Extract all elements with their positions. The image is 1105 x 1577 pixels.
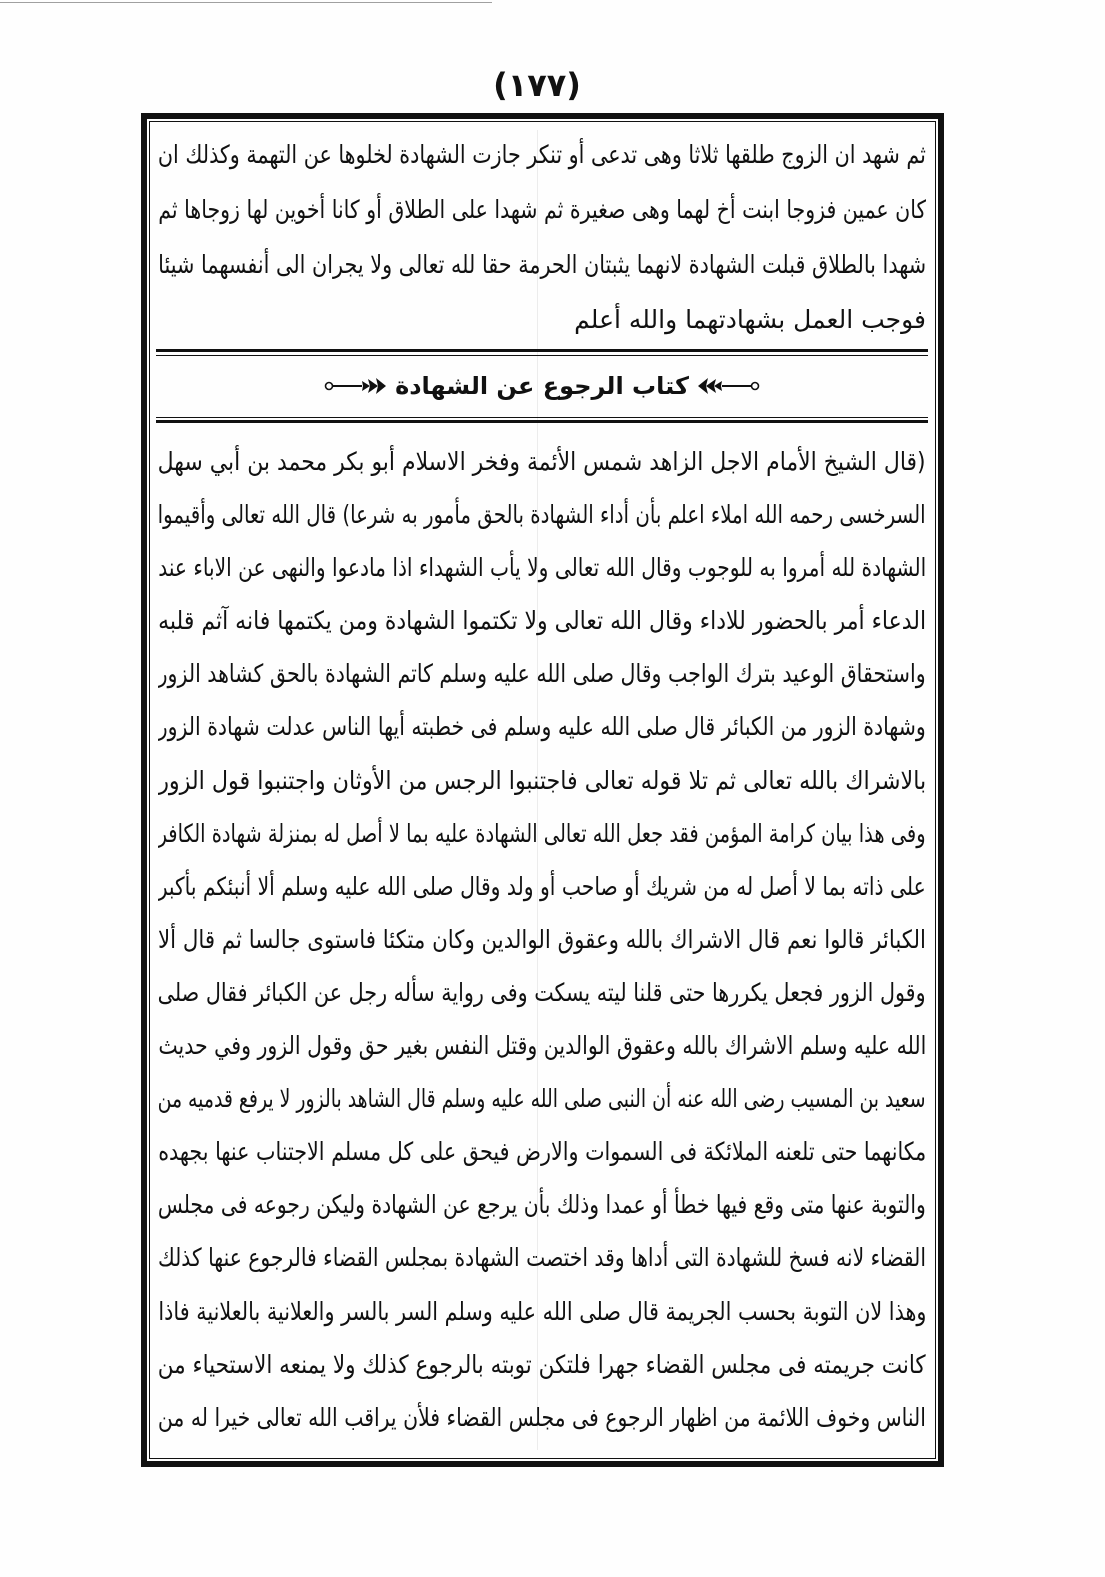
body-line xyxy=(158,1019,926,1072)
previous-chapter-ending xyxy=(158,127,926,347)
body-line xyxy=(158,1231,926,1284)
body-line xyxy=(158,860,926,913)
body-line-text: السرخسى رحمه الله املاء اعلم بأن أداء الشهادة بالحق مأمور به شرعا) قال الله تعالى وأقيموا xyxy=(158,500,926,530)
body-line xyxy=(158,594,926,647)
body-line-text: الله عليه وسلم الاشراك بالله وعقوق الوالدين وقتل النفس بغير حق وقول الزور وفي حديث xyxy=(158,1031,926,1061)
body-line-text: وقول الزور فجعل يكررها حتى قلنا ليته يسكت وفى رواية سأله رجل عن الكبائر فقال صلى xyxy=(158,977,926,1007)
body-line xyxy=(158,1338,926,1391)
intro-line xyxy=(158,127,926,182)
body-line-text: الشهادة لله أمروا به للوجوب وقال الله تعالى ولا يأب الشهداء اذا مادعوا والنهى عن الاباء عند xyxy=(158,553,926,583)
body-line xyxy=(158,488,926,541)
section-divider-top xyxy=(156,349,928,356)
body-line-text: واستحقاق الوعيد بترك الواجب وقال صلى الله عليه وسلم كاتم الشهادة بالحق كشاهد الزور xyxy=(158,659,926,689)
body-line-text: بالاشراك بالله تعالى ثم تلا قوله تعالى فاجتنبوا الرجس من الأوثان واجتنبوا قول الزور xyxy=(158,765,926,795)
intro-line xyxy=(158,182,926,237)
body-line xyxy=(158,966,926,1019)
body-line-text: وشهادة الزور من الكبائر قال صلى الله عليه وسلم فى خطبته أيها الناس عدلت شهادة الزور xyxy=(158,712,926,742)
intro-line-text: فوجب العمل بشهادتهما والله أعلم xyxy=(574,305,926,334)
body-line-text: كانت جريمته فى مجلس القضاء جهرا فلتكن توبته بالرجوع كذلك ولا يمنعه الاستحياء من xyxy=(158,1349,926,1379)
body-line xyxy=(158,1125,926,1178)
title-ornament-left-icon xyxy=(323,374,387,398)
intro-line-text: شهدا بالطلاق قبلت الشهادة لانهما يثبتان الحرمة حقا لله تعالى ولا يجران الى أنفسهما شيئا xyxy=(158,250,926,279)
body-line-text: الناس وخوف اللائمة من اظهار الرجوع فى مجلس القضاء فلأن يراقب الله تعالى خيرا له من xyxy=(158,1402,926,1432)
body-line-text: وفى هذا بيان كرامة المؤمن فقد جعل الله تعالى الشهادة عليه بما لا أصل له بمنزلة شهادة الكافر xyxy=(158,818,926,848)
body-line xyxy=(158,754,926,807)
body-line-text: القضاء لانه فسخ للشهادة التى أداها وقد اختصت الشهادة بمجلس القضاء فالرجوع عنها كذلك xyxy=(158,1243,926,1273)
body-line-text: على ذاته بما لا أصل له من شريك أو صاحب أو ولد وقال صلى الله عليه وسلم ألا أنبئكم بأكبر xyxy=(158,871,926,901)
body-line xyxy=(158,913,926,966)
body-line-text: الدعاء أمر بالحضور للاداء وقال الله تعالى ولا تكتموا الشهادة ومن يكتمها فانه آثم قلبه xyxy=(158,606,926,636)
body-line xyxy=(158,700,926,753)
page-number: (١٧٧) xyxy=(493,66,581,104)
body-line xyxy=(158,1178,926,1231)
chapter-body xyxy=(158,435,926,1444)
body-line-text: مكانهما حتى تلعنه الملائكة فى السموات والارض فيحق على كل مسلم الاجتناب عنها بجهده xyxy=(158,1137,926,1167)
intro-line xyxy=(158,237,926,292)
body-line xyxy=(158,1072,926,1125)
body-line xyxy=(158,541,926,594)
chapter-heading xyxy=(158,364,926,408)
intro-line xyxy=(158,292,926,347)
intro-line-text: كان عمين فزوجا ابنت أخ لهما وهى صغيرة ثم شهدا على الطلاق أو كانا أخوين لها زوجاها ثم xyxy=(158,195,926,224)
body-line-text: سعيد بن المسيب رضى الله عنه أن النبى صلى الله عليه وسلم قال الشاهد بالزور لا يرفع قدميه من xyxy=(158,1084,926,1114)
body-line xyxy=(158,435,926,488)
body-line-text: وهذا لان التوبة بحسب الجريمة قال صلى الله عليه وسلم السر بالسر والعلانية بالعلانية فاذا xyxy=(158,1296,926,1326)
body-line-text: الكبائر قالوا نعم قال الاشراك بالله وعقوق الوالدين وكان متكئا فاستوى جالسا ثم قال ألا xyxy=(158,924,926,954)
section-divider-bottom xyxy=(156,417,928,423)
body-line-text: والتوبة عنها متى وقع فيها خطأ أو عمدا وذلك بأن يرجع عن الشهادة وليكن رجوعه فى مجلس xyxy=(158,1190,926,1220)
body-line-text: (قال الشيخ الأمام الاجل الزاهد شمس الأئمة وفخر الاسلام أبو بكر محمد بن أبي سهل xyxy=(158,447,926,476)
scan-edge-line xyxy=(0,2,492,3)
title-ornament-right-icon xyxy=(697,374,761,398)
body-line xyxy=(158,1285,926,1338)
body-line xyxy=(158,647,926,700)
body-line xyxy=(158,1391,926,1444)
chapter-title: كتاب الرجوع عن الشهادة xyxy=(395,372,689,400)
intro-line-text: ثم شهد ان الزوج طلقها ثلاثا وهى تدعى أو تنكر جازت الشهادة لخلوها عن التهمة وكذلك ان xyxy=(158,140,926,169)
body-line xyxy=(158,807,926,860)
